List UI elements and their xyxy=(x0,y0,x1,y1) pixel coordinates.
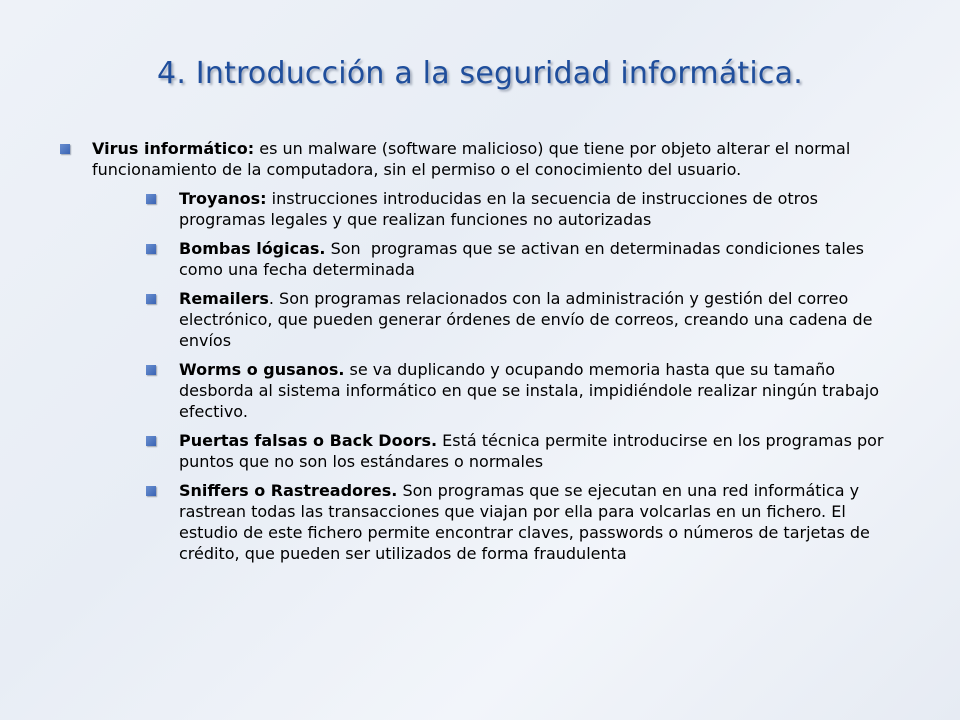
bullet-text: es un malware (software malicioso) que tiene por objeto alterar el normal funcionamiento de la computadora, sin el permiso o el conocimiento del usuario. xyxy=(92,139,851,179)
bullet-term: Worms o gusanos. xyxy=(179,360,345,379)
slide-content xyxy=(60,138,900,564)
bullet-term: Puertas falsas o Back Doors. xyxy=(179,431,438,450)
bullet-text: se va duplicando y ocupando memoria hasta que su tamaño desborda al sistema informático en que se instala, impidiéndole realizar ningún trabajo efectivo. xyxy=(179,360,880,421)
sub-bullet-troyanos xyxy=(146,188,890,230)
bullet-text: instrucciones introducidas en la secuencia de instrucciones de otros programas legales y que realizan funciones no autorizadas xyxy=(179,189,818,229)
sub-bullet-sniffers xyxy=(146,480,890,564)
bullet-text: . Son programas relacionados con la administración y gestión del correo electrónico, que pueden generar órdenes de envío de correos, creando una cadena de envíos xyxy=(179,289,873,350)
square-bullet-icon xyxy=(60,144,70,154)
square-bullet-icon xyxy=(146,194,156,204)
bullet-text: Son programas que se activan en determinadas condiciones tales como una fecha determinada xyxy=(179,239,870,279)
bullet-term: Sniffers o Rastreadores. xyxy=(179,481,398,500)
bullet-text: Está técnica permite introducirse en los programas por puntos que no son los estándares o normales xyxy=(179,431,884,471)
bullet-virus xyxy=(60,138,900,180)
sub-bullet-puertas-falsas xyxy=(146,430,890,472)
slide-title: 4. Introducción a la seguridad informática. xyxy=(157,56,803,91)
bullet-term: Virus informático: xyxy=(92,139,255,158)
square-bullet-icon xyxy=(146,294,156,304)
square-bullet-icon xyxy=(146,436,156,446)
sub-bullet-worms xyxy=(146,359,890,422)
bullet-term: Bombas lógicas. xyxy=(179,239,326,258)
sub-bullet-remailers xyxy=(146,288,890,351)
bullet-term: Remailers xyxy=(179,289,269,308)
sub-bullet-bombas-logicas xyxy=(146,238,890,280)
bullet-term: Troyanos: xyxy=(179,189,267,208)
bullet-text: Son programas que se ejecutan en una red informática y rastrean todas las transacciones que viajan por ella para volcarlas en un fichero. El estudio de este fichero permite encontrar claves, passwords o números de tarjetas de crédito, que pueden ser utilizados de forma fraudulenta xyxy=(179,481,870,563)
square-bullet-icon xyxy=(146,486,156,496)
square-bullet-icon xyxy=(146,244,156,254)
square-bullet-icon xyxy=(146,365,156,375)
